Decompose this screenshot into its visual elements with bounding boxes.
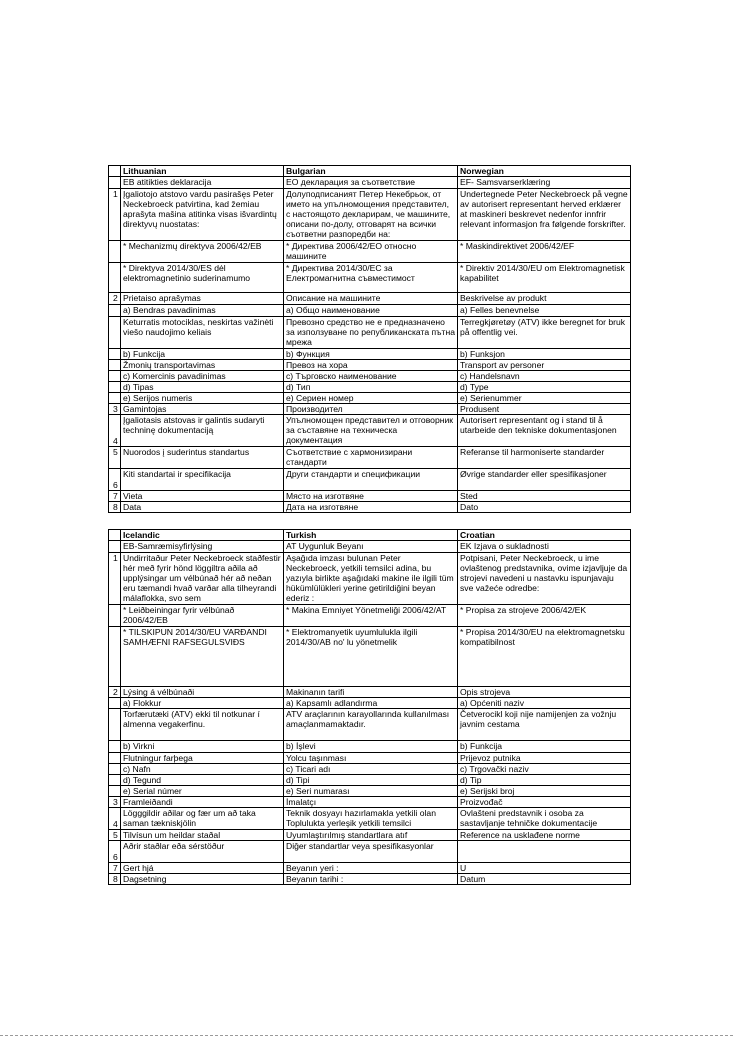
translation-cell: Lýsing á vélbúnaði [121, 687, 284, 698]
translation-cell: Dagsetning [121, 874, 284, 885]
table-row [109, 502, 631, 513]
table-row [109, 189, 631, 241]
translation-cell: Makinanın tarifi [284, 687, 458, 698]
row-number-cell: 3 [109, 797, 121, 808]
translation-cell: Reference na usklađene norme [458, 830, 631, 841]
translation-cell: b) Virkni [121, 741, 284, 753]
table-row [109, 687, 631, 698]
table-row [109, 241, 631, 263]
translation-cell: a) Felles benevnelse [458, 305, 631, 317]
translation-cell: c) Komercinis pavadinimas [121, 371, 284, 382]
table-row [109, 698, 631, 709]
translation-cell: Beyanın yeri : [284, 863, 458, 874]
declaration-table-1 [108, 165, 631, 513]
translation-cell: Vieta [121, 491, 284, 502]
translation-cell: Terregkjøretøy (ATV) ikke beregnet for bruk på offentlig vei. [458, 317, 631, 349]
translation-cell: Datum [458, 874, 631, 885]
row-number-cell: 7 [109, 863, 121, 874]
translation-cell: Gert hjá [121, 863, 284, 874]
language-header-row [109, 530, 631, 541]
translation-cell: e) Serienummer [458, 393, 631, 404]
translation-cell: e) Serijos numeris [121, 393, 284, 404]
row-number-cell: 4 [109, 808, 121, 830]
row-number-cell [109, 530, 121, 541]
translation-cell: Autorisert representant og i stand til å utarbeide den tekniske dokumentasjonen [458, 415, 631, 447]
table-row [109, 371, 631, 382]
translation-cell: * Direktyva 2014/30/ES dėl elektromagnetinio suderinamumo [121, 263, 284, 293]
row-number-cell [109, 627, 121, 687]
row-number-cell [109, 775, 121, 786]
translation-cell: EF- Samsvarserklæring [458, 177, 631, 189]
translation-cell: * Direktiv 2014/30/EU om Elektromagnetisk kapabilitet [458, 263, 631, 293]
translation-cell: Prijevoz putnika [458, 753, 631, 764]
translation-cell: Превоз на хора [284, 360, 458, 371]
table-row [109, 553, 631, 605]
translation-cell: EK Izjava o sukladnosti [458, 541, 631, 553]
translation-cell: Produsent [458, 404, 631, 415]
row-number-cell [109, 371, 121, 382]
row-number-cell [109, 709, 121, 741]
row-number-cell: 2 [109, 687, 121, 698]
translation-cell: d) Tipi [284, 775, 458, 786]
translation-cell: a) Flokkur [121, 698, 284, 709]
declaration-table-body [109, 530, 631, 885]
table-row [109, 764, 631, 775]
row-number-cell [109, 764, 121, 775]
translation-cell: Įgaliotojo atstovo vardu pasirašęs Peter Neckebroeck patvirtina, kad žemiau aprašyta mašina atitinka visas išvardintų direktyvų nuostatas: [121, 189, 284, 241]
translation-cell: Упълномощен представител и отговорник за съставяне на техническа документация [284, 415, 458, 447]
row-number-cell [109, 177, 121, 189]
translation-cell: b) Функция [284, 349, 458, 360]
table-row [109, 349, 631, 360]
row-number-cell: 1 [109, 189, 121, 241]
table-row [109, 786, 631, 797]
row-number-cell: 2 [109, 293, 121, 305]
row-number-cell: 8 [109, 502, 121, 513]
language-header-cell: Croatian [458, 530, 631, 541]
row-number-cell [109, 263, 121, 293]
translation-cell: b) Funkcija [121, 349, 284, 360]
translation-cell: * Mechanizmų direktyva 2006/42/EB [121, 241, 284, 263]
translation-cell: Ovlašteni predstavnik i osoba za sastavljanje tehničke dokumentacije [458, 808, 631, 830]
table-row [109, 317, 631, 349]
translation-cell: İmalatçı [284, 797, 458, 808]
row-number-cell [109, 393, 121, 404]
translation-cell: d) Tip [458, 775, 631, 786]
translation-cell: AT Uygunluk Beyanı [284, 541, 458, 553]
translation-cell: Įgaliotasis atstovas ir galintis sudaryti techninę dokumentaciją [121, 415, 284, 447]
translation-cell: Място на изготвяне [284, 491, 458, 502]
translation-cell: Prietaiso aprašymas [121, 293, 284, 305]
row-number-cell [109, 741, 121, 753]
translation-cell: Съответствие с хармонизирани стандарти [284, 447, 458, 469]
translation-cell: Nuorodos į suderintus standartus [121, 447, 284, 469]
translation-cell: Uyumlaştırılmış standartlara atıf [284, 830, 458, 841]
translation-cell: Undertegnede Peter Neckebroeck på vegne av autorisert representant herved erklærer at maskineri beskrevet nedenfor innfrir relevant informasjon fra følgende forskrifter. [458, 189, 631, 241]
translation-cell: c) Nafn [121, 764, 284, 775]
translation-cell: Други стандарти и спецификации [284, 469, 458, 491]
translation-cell: Beyanın tarihi : [284, 874, 458, 885]
table-row [109, 830, 631, 841]
translation-cell: Yolcu taşınması [284, 753, 458, 764]
language-header-cell: Norwegian [458, 166, 631, 177]
language-header-row [109, 166, 631, 177]
translation-cell: Aşağıda imzası bulunan Peter Neckebroeck, yetkili temsilci adina, bu yazıyla birlikte aşağıdaki makine ile ilgili tüm hükümlülükleri yerine getirildiğini beyan ederiz : [284, 553, 458, 605]
table-row [109, 605, 631, 627]
translation-cell [458, 841, 631, 863]
declaration-table-body [109, 166, 631, 513]
translation-cell: Sted [458, 491, 631, 502]
table-row [109, 808, 631, 830]
table-row [109, 874, 631, 885]
translation-cell: Diğer standartlar veya spesifikasyonlar [284, 841, 458, 863]
row-number-cell [109, 241, 121, 263]
translation-cell: U [458, 863, 631, 874]
row-number-cell [109, 305, 121, 317]
translation-cell: e) Seri numarası [284, 786, 458, 797]
table-row [109, 447, 631, 469]
table-row [109, 753, 631, 764]
translation-cell: a) Bendras pavadinimas [121, 305, 284, 317]
translation-cell: e) Serial númer [121, 786, 284, 797]
row-number-cell [109, 349, 121, 360]
translation-cell: Data [121, 502, 284, 513]
table-row [109, 293, 631, 305]
table-row [109, 841, 631, 863]
translation-cell: Torfærutæki (ATV) ekki til notkunar í almenna vegakerfinu. [121, 709, 284, 741]
translation-cell: c) Търговско наименование [284, 371, 458, 382]
table-row [109, 797, 631, 808]
translation-cell: ЕО декларация за съответствие [284, 177, 458, 189]
translation-cell: Keturratis motociklas, neskirtas važinėti viešo naudojimo keliais [121, 317, 284, 349]
table-row [109, 541, 631, 553]
translation-cell: e) Сериен номер [284, 393, 458, 404]
row-number-cell [109, 360, 121, 371]
translation-cell: * Leiðbeiningar fyrir vélbúnað 2006/42/EB [121, 605, 284, 627]
translation-cell: Производител [284, 404, 458, 415]
translation-cell: d) Tegund [121, 775, 284, 786]
table-row [109, 382, 631, 393]
table-row [109, 709, 631, 741]
row-number-cell: 6 [109, 469, 121, 491]
row-number-cell: 6 [109, 841, 121, 863]
translation-cell: Beskrivelse av produkt [458, 293, 631, 305]
table-row [109, 863, 631, 874]
table-row [109, 627, 631, 687]
row-number-cell [109, 753, 121, 764]
row-number-cell: 4 [109, 415, 121, 447]
row-number-cell: 8 [109, 874, 121, 885]
page-bottom-rule [0, 1035, 733, 1040]
translation-cell: Framleiðandi [121, 797, 284, 808]
row-number-cell [109, 382, 121, 393]
translation-cell: a) Общо наименование [284, 305, 458, 317]
language-header-cell: Turkish [284, 530, 458, 541]
row-number-cell [109, 605, 121, 627]
translation-cell: Transport av personer [458, 360, 631, 371]
translation-cell: Описание на машините [284, 293, 458, 305]
table-row [109, 177, 631, 189]
translation-cell: Дата на изготвяне [284, 502, 458, 513]
table-row [109, 469, 631, 491]
table-row [109, 360, 631, 371]
translation-cell: * Директива 2006/42/EO относно машините [284, 241, 458, 263]
translation-cell: c) Trgovački naziv [458, 764, 631, 775]
row-number-cell [109, 541, 121, 553]
translation-cell: Kiti standartai ir specifikacija [121, 469, 284, 491]
translation-cell: * Makina Emniyet Yönetmeliği 2006/42/AT [284, 605, 458, 627]
table-row [109, 741, 631, 753]
translation-cell: Øvrige standarder eller spesifikasjoner [458, 469, 631, 491]
translation-cell: Превозно средство не е предназначено за използуване по републиканската пътна мрежа [284, 317, 458, 349]
translation-cell: EB atitikties deklaracija [121, 177, 284, 189]
translation-cell: Aðrir staðlar eða sérstöður [121, 841, 284, 863]
translation-cell: * Maskindirektivet 2006/42/EF [458, 241, 631, 263]
declaration-table-2 [108, 529, 631, 885]
language-header-cell: Bulgarian [284, 166, 458, 177]
translation-cell: c) Handelsnavn [458, 371, 631, 382]
translation-cell: d) Type [458, 382, 631, 393]
table-row [109, 491, 631, 502]
translation-cell: Lögggildir aðilar og fær um að taka saman tækniskjölin [121, 808, 284, 830]
translation-cell: Undirritaður Peter Neckebroeck staðfestir hér með fyrir hönd löggiltra aðila að upplýsingar um vélbúnað hér að neðan eru tæmandi hvað varðar alla tilheyrandi málaflokka, svo sem [121, 553, 284, 605]
table-row [109, 305, 631, 317]
translation-cell: Opis strojeva [458, 687, 631, 698]
translation-cell: * TILSKIPUN 2014/30/EU VARÐANDI SAMHÆFNI RAFSEGULSVIÐS [121, 627, 284, 687]
language-header-cell: Lithuanian [121, 166, 284, 177]
table-row [109, 775, 631, 786]
translation-cell: * Propisa 2014/30/EU na elektromagnetsku kompatibilnost [458, 627, 631, 687]
translation-cell: Gamintojas [121, 404, 284, 415]
row-number-cell [109, 166, 121, 177]
row-number-cell: 5 [109, 447, 121, 469]
translation-cell: e) Serijski broj [458, 786, 631, 797]
translation-cell: Proizvođač [458, 797, 631, 808]
translation-cell: Tilvísun um heildar staðal [121, 830, 284, 841]
row-number-cell [109, 698, 121, 709]
translation-cell: b) İşlevi [284, 741, 458, 753]
table-row [109, 393, 631, 404]
translation-cell: d) Тип [284, 382, 458, 393]
translation-cell: Долуподписаният Петер Некебрьок, от името на упълномощения представител, с настоящото декларирам, че машините, описани по-долу, отговарят на всички съответни разпоредби на: [284, 189, 458, 241]
translation-cell: c) Ticari adı [284, 764, 458, 775]
translation-cell: a) Kapsamlı adlandırma [284, 698, 458, 709]
row-number-cell: 7 [109, 491, 121, 502]
row-number-cell [109, 317, 121, 349]
language-header-cell: Icelandic [121, 530, 284, 541]
translation-cell: b) Funksjon [458, 349, 631, 360]
translation-cell: * Elektromanyetik uyumlulukla ilgili 2014/30/AB no' lu yönetmelik [284, 627, 458, 687]
translation-cell: * Директива 2014/30/ЕС за Електромагнитна съвместимост [284, 263, 458, 293]
translation-cell: a) Općeniti naziv [458, 698, 631, 709]
translation-cell: Žmonių transportavimas [121, 360, 284, 371]
translation-cell: b) Funkcija [458, 741, 631, 753]
translation-cell: Četverocikl koji nije namijenjen za vožnju javnim cestama [458, 709, 631, 741]
table-row [109, 404, 631, 415]
translation-cell: d) Tipas [121, 382, 284, 393]
translation-cell: Potpisani, Peter Neckebroeck, u ime ovlaštenog predstavnika, ovime izjavljuje da strojevi navedeni u nastavku ispunjavaju sve važeće odredbe: [458, 553, 631, 605]
row-number-cell [109, 786, 121, 797]
translation-cell: Flutningur farþega [121, 753, 284, 764]
row-number-cell: 3 [109, 404, 121, 415]
translation-cell: EB-Samræmisyfirlýsing [121, 541, 284, 553]
translation-cell: Referanse til harmoniserte standarder [458, 447, 631, 469]
table-row [109, 263, 631, 293]
translation-cell: ATV araçlarının karayollarında kullanılması amaçlanmamaktadır. [284, 709, 458, 741]
translation-cell: Dato [458, 502, 631, 513]
row-number-cell: 1 [109, 553, 121, 605]
translation-cell: * Propisa za strojeve 2006/42/EK [458, 605, 631, 627]
row-number-cell: 5 [109, 830, 121, 841]
translation-cell: Teknik dosyayı hazırlamakla yetkili olan Toplulukta yerleşik yetkili temsilci [284, 808, 458, 830]
table-row [109, 415, 631, 447]
